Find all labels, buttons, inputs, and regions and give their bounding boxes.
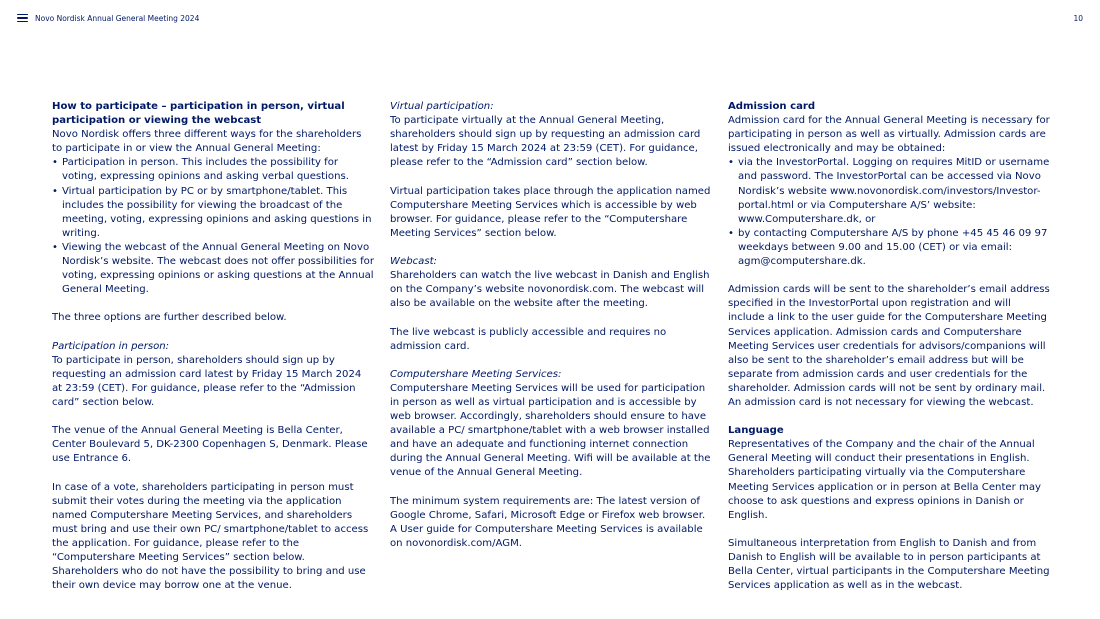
page-header bbox=[17, 11, 1083, 25]
participation-heading: How to participate – participation in person, virtual participation or viewing the webcast bbox=[52, 101, 345, 127]
cms-text: Computershare Meeting Services will be used for participation in person as well as virtual participation and is accessible by web browser. Accordingly, shareholders should ensure to have available a PC/ smartphone/tablet with a web browser installed and have an adequate and functioning internet connection during the Annual General Meeting. Wifi will be available at the venue of the Annual General Meeting. bbox=[390, 382, 711, 479]
admission-intro: Admission card for the Annual General Meeting is necessary for participating in person as well as virtually. Admission cards are issued electronically and may be obtained: bbox=[728, 115, 1050, 155]
admission-options-list bbox=[728, 156, 1050, 269]
in-person-text: To participate in person, shareholders should sign up by requesting an admission card latest by Friday 15 March 2024 at 23:59 (CET). For guidance, please refer to the “Admission card” section below. bbox=[52, 354, 362, 408]
list-item: • by contacting Computershare A/S by phone +45 45 46 09 97 weekdays between 9.00 and 15.00 (CET) or via email: agm@computershare.dk. bbox=[728, 227, 1050, 269]
options-description: The three options are further described below. bbox=[52, 312, 287, 324]
vote-text: In case of a vote, shareholders participating in person must submit their votes during the meeting via the application named Computershare Meeting Services, and shareholders must bring and use their own PC/ smartphone/tablet to access the application. For guidance, please refer to the “Computershare Meeting Services” section below. Shareholders who do not have the possibility to bring and use their own device may borrow one at the venue. bbox=[52, 481, 369, 592]
list-item: • Virtual participation by PC or by smartphone/tablet. This includes the possibility for viewing the broadcast of the meeting, voting, expressing opinions and asking questions in writing. bbox=[52, 185, 374, 241]
content-columns bbox=[52, 100, 1050, 593]
hamburger-menu-icon[interactable] bbox=[17, 14, 28, 22]
webcast-text: Shareholders can watch the live webcast in Danish and English on the Company’s website novonordisk.com. The webcast will also be available on the website after the meeting. bbox=[390, 270, 710, 310]
participation-options-list bbox=[52, 156, 374, 297]
admission-email-text: Admission cards will be sent to the shareholder’s email address specified in the InvestorPortal upon registration and will include a link to the user guide for the Computershare Meeting Services application. Admission cards and Computershare Meeting Services user credentials for advisors/companions will also be sent to the shareholder’s email address but will be separate from admission cards and user credentials for the shareholder. Admission cards will not be sent by ordinary mail. An admission card is not necessary for viewing the webcast. bbox=[728, 284, 1050, 408]
document-title: Novo Nordisk Annual General Meeting 2024 bbox=[35, 13, 200, 23]
virtual-app-text: Virtual participation takes place through the application named Computershare Meeting Services which is accessible by web browser. For guidance, please refer to the “Computershare Meeting Services” section below. bbox=[390, 185, 711, 239]
list-item: • Participation in person. This includes the possibility for voting, expressing opinions and asking verbal questions. bbox=[52, 156, 374, 184]
header-left bbox=[17, 14, 199, 23]
interpretation-text: Simultaneous interpretation from English to Danish and from Danish to English will be available to in person participants at Bella Center, virtual participants in the Computershare Meeting Services application as well as in the webcast. bbox=[728, 537, 1050, 592]
page-number: 10 bbox=[1073, 13, 1083, 23]
webcast-public-text: The live webcast is publicly accessible and requires no admission card. bbox=[390, 326, 667, 352]
cms-heading: Computershare Meeting Services: bbox=[390, 368, 562, 380]
column-3 bbox=[728, 100, 1050, 593]
participation-intro: Novo Nordisk offers three different ways for the shareholders to participate in or view the Annual General Meeting: bbox=[52, 129, 362, 155]
list-item: • Viewing the webcast of the Annual General Meeting on Novo Nordisk’s website. The webcast does not offer possibilities for voting, expressing opinions or asking questions at the Annual General Meeting. bbox=[52, 241, 374, 297]
virtual-heading: Virtual participation: bbox=[390, 101, 494, 112]
admission-heading: Admission card bbox=[728, 101, 816, 112]
venue-text: The venue of the Annual General Meeting is Bella Center, Center Boulevard 5, DK-2300 Copenhagen S, Denmark. Please use Entrance 6. bbox=[52, 425, 368, 465]
requirements-text: The minimum system requirements are: The latest version of Google Chrome, Safari, Microsoft Edge or Firefox web browser. A User guide for Computershare Meeting Services is available on novonordisk.com/AGM. bbox=[390, 495, 706, 549]
column-2 bbox=[390, 100, 712, 593]
virtual-text: To participate virtually at the Annual General Meeting, shareholders should sign up by requesting an admission card latest by Friday 15 March 2024 at 23:59 (CET). For guidance, please refer to the “Admission card” section below. bbox=[390, 115, 701, 169]
list-item: • via the InvestorPortal. Logging on requires MitID or username and password. The InvestorPortal can be accessed via Novo Nordisk’s website www.novonordisk.com/investors/Investor-portal.html or via Computershare A/S’ website: www.Computershare.dk, or bbox=[728, 156, 1050, 226]
column-1 bbox=[52, 100, 374, 593]
language-heading: Language bbox=[728, 425, 784, 437]
in-person-heading: Participation in person: bbox=[52, 340, 170, 352]
language-text: Representatives of the Company and the chair of the Annual General Meeting will conduct their presentations in English. Shareholders participating virtually via the Computershare Meeting Services application or in person at Bella Center may choose to ask questions and express opinions in Danish or English. bbox=[728, 439, 1041, 521]
webcast-heading: Webcast: bbox=[390, 256, 437, 268]
